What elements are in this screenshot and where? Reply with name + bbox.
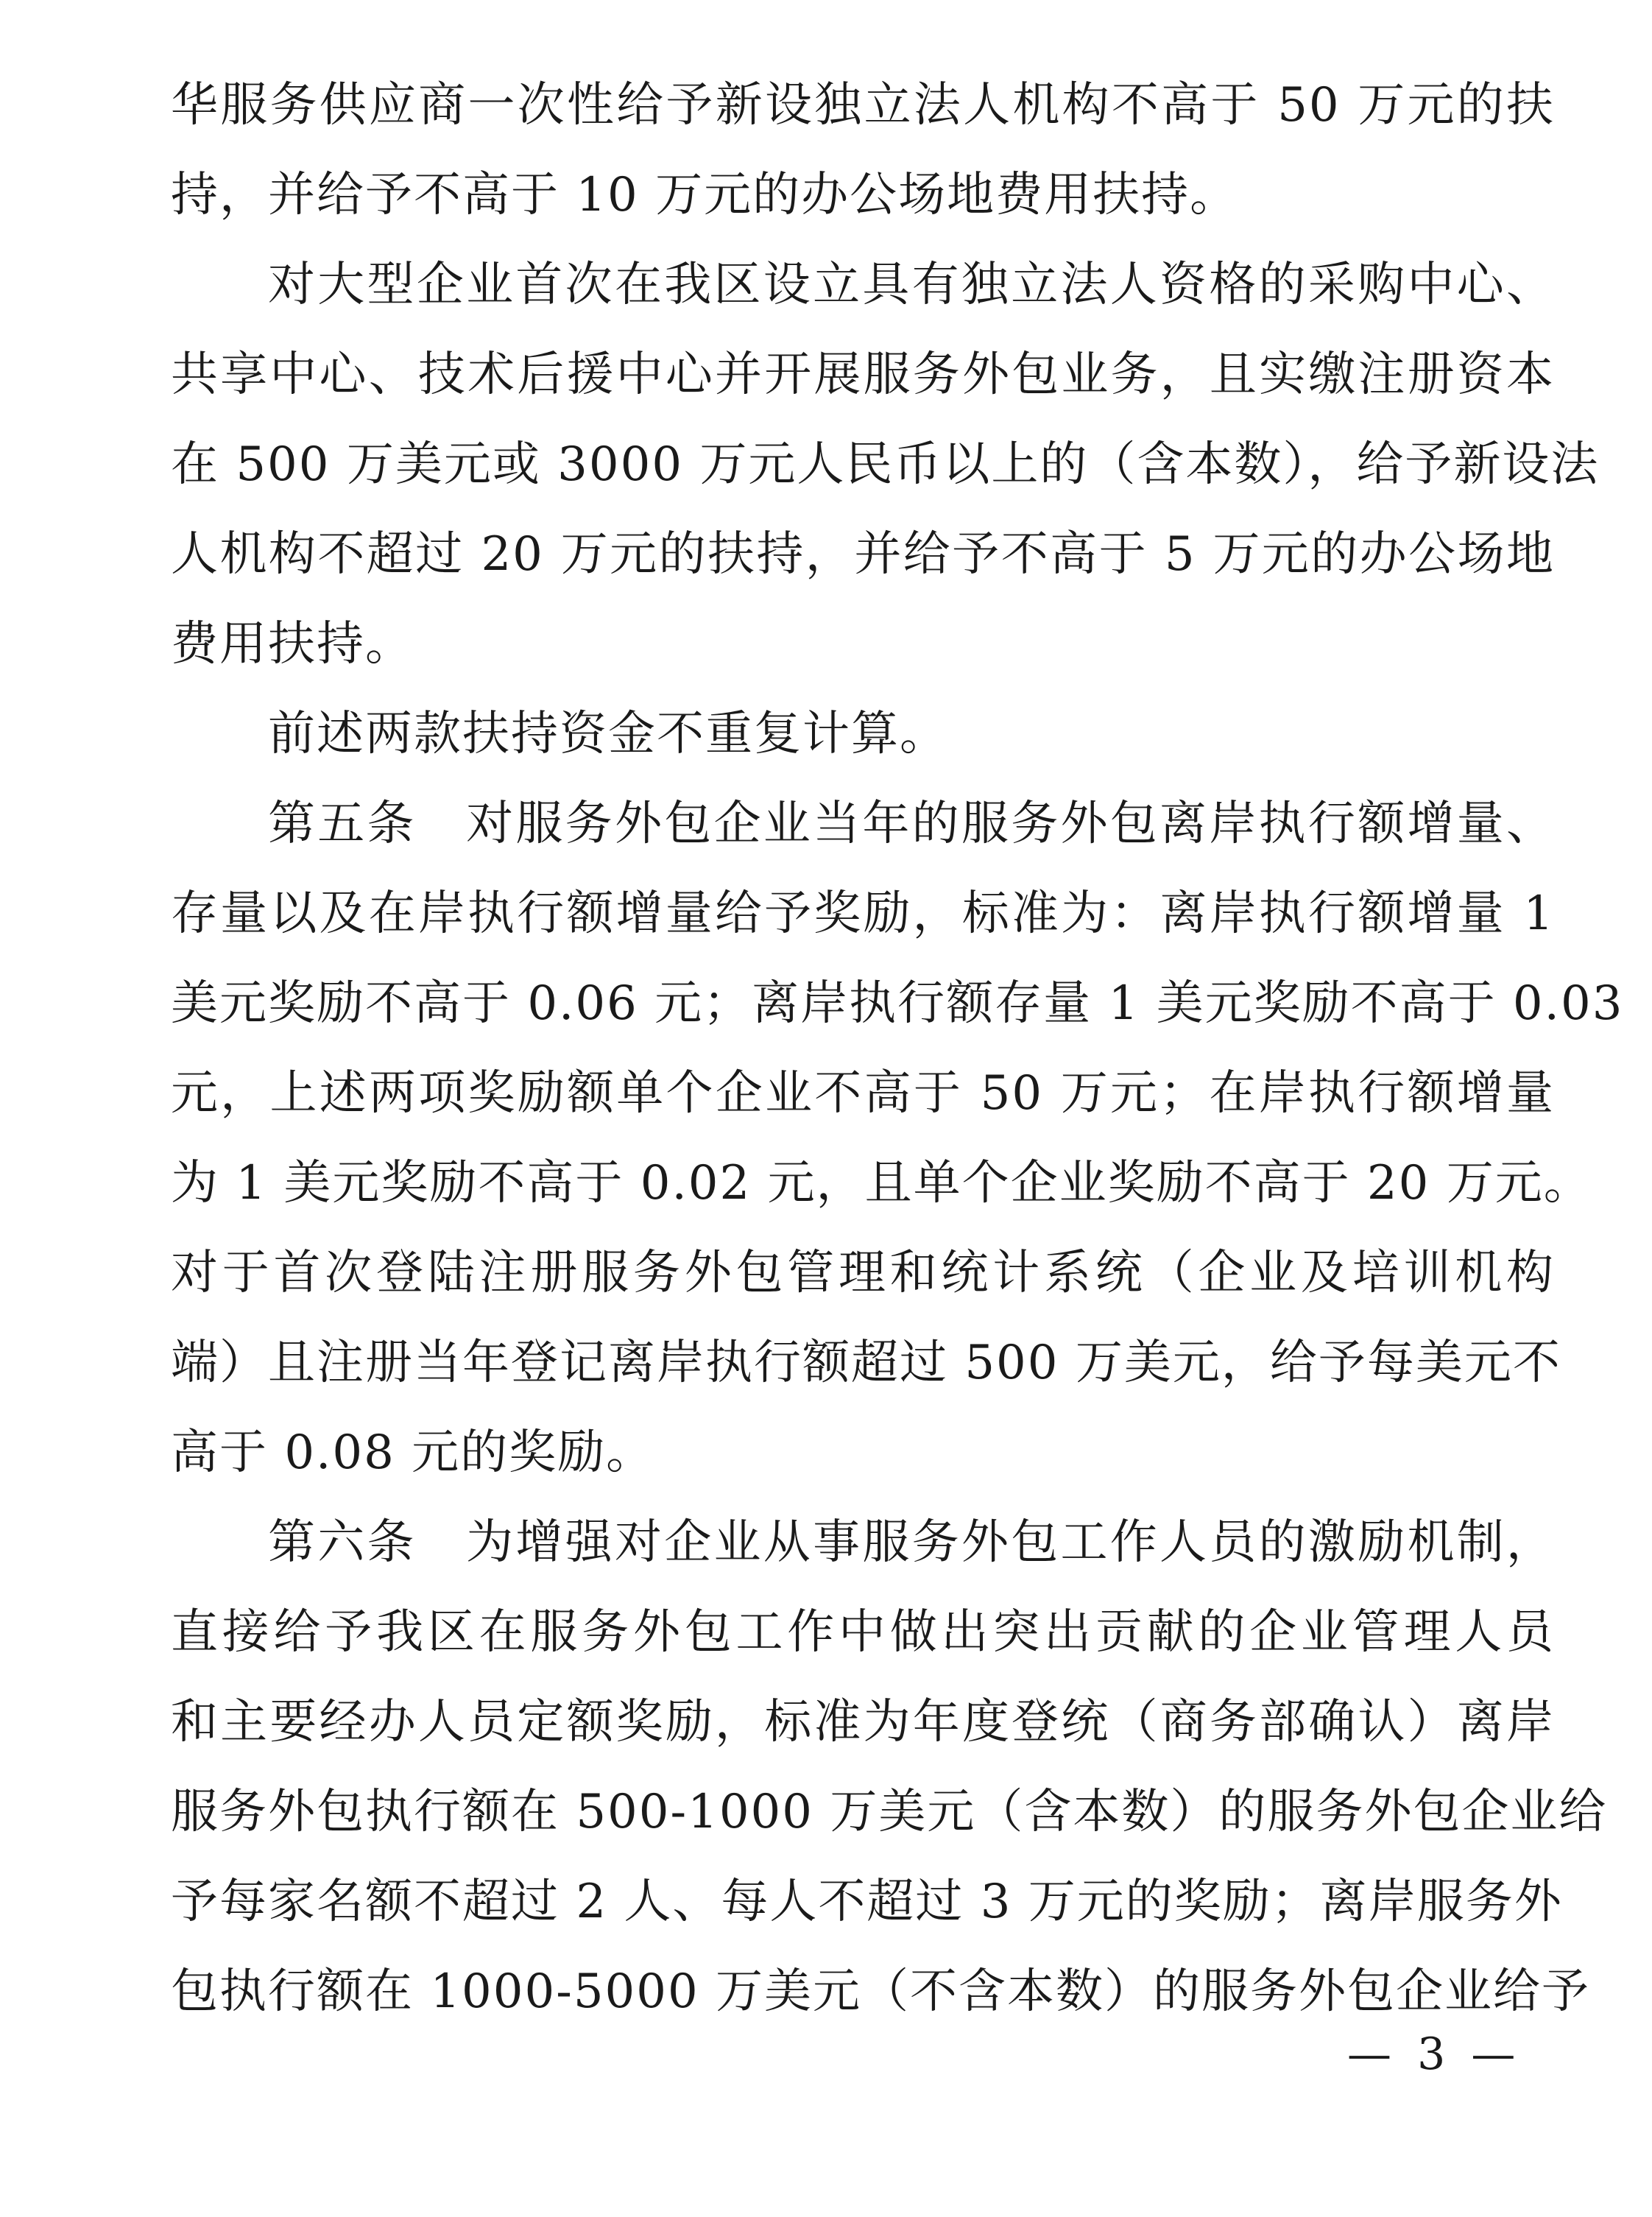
text-line: 服务外包执行额在 500-1000 万美元（含本数）的服务外包企业给 xyxy=(171,1785,1608,1839)
text-line: 美元奖励不高于 0.06 元；离岸执行额存量 1 美元奖励不高于 0.03 xyxy=(171,976,1624,1031)
text-line: 高于 0.08 元的奖励。 xyxy=(171,1425,655,1480)
text-line: 予每家名额不超过 2 人、每人不超过 3 万元的奖励；离岸服务外 xyxy=(171,1875,1563,1929)
text-line: 在 500 万美元或 3000 万元人民币以上的（含本数），给予新设法 xyxy=(171,437,1600,492)
text-line: 存量以及在岸执行额增量给予奖励，标准为：离岸执行额增量 1 xyxy=(171,887,1555,941)
body-text xyxy=(171,60,1624,2037)
text-line: 和主要经办人员定额奖励，标准为年度登统（商务部确认）离岸 xyxy=(171,1695,1555,1749)
text-line: 为 1 美元奖励不高于 0.02 元，且单个企业奖励不高于 20 万元。 xyxy=(171,1156,1592,1210)
text-line: 前述两款扶持资金不重复计算。 xyxy=(268,707,948,761)
text-line: 端）且注册当年登记离岸执行额超过 500 万美元，给予每美元不 xyxy=(171,1336,1561,1390)
page-number: — 3 — xyxy=(1347,2029,1522,2080)
text-line: 对于首次登陆注册服务外包管理和统计系统（企业及培训机构 xyxy=(171,1246,1555,1300)
text-line: 包执行额在 1000-5000 万美元（不含本数）的服务外包企业给予 xyxy=(171,1964,1591,2019)
article-5-heading-line: 第五条 对服务外包企业当年的服务外包离岸执行额增量、 xyxy=(268,797,1555,851)
text-line: 元，上述两项奖励额单个企业不高于 50 万元；在岸执行额增量 xyxy=(171,1066,1555,1121)
text-line: 共享中心、技术后援中心并开展服务外包业务，且实缴注册资本 xyxy=(171,348,1555,402)
text-line: 直接给予我区在服务外包工作中做出突出贡献的企业管理人员 xyxy=(171,1605,1555,1660)
article-6-heading-line: 第六条 为增强对企业从事服务外包工作人员的激励机制， xyxy=(268,1515,1555,1570)
text-line: 对大型企业首次在我区设立具有独立法人资格的采购中心、 xyxy=(268,258,1555,312)
text-line: 人机构不超过 20 万元的扶持，并给予不高于 5 万元的办公场地 xyxy=(171,527,1555,582)
text-line: 费用扶持。 xyxy=(171,617,414,672)
text-line: 持，并给予不高于 10 万元的办公场地费用扶持。 xyxy=(171,168,1239,222)
text-line: 华服务供应商一次性给予新设独立法人机构不高于 50 万元的扶 xyxy=(171,78,1555,133)
